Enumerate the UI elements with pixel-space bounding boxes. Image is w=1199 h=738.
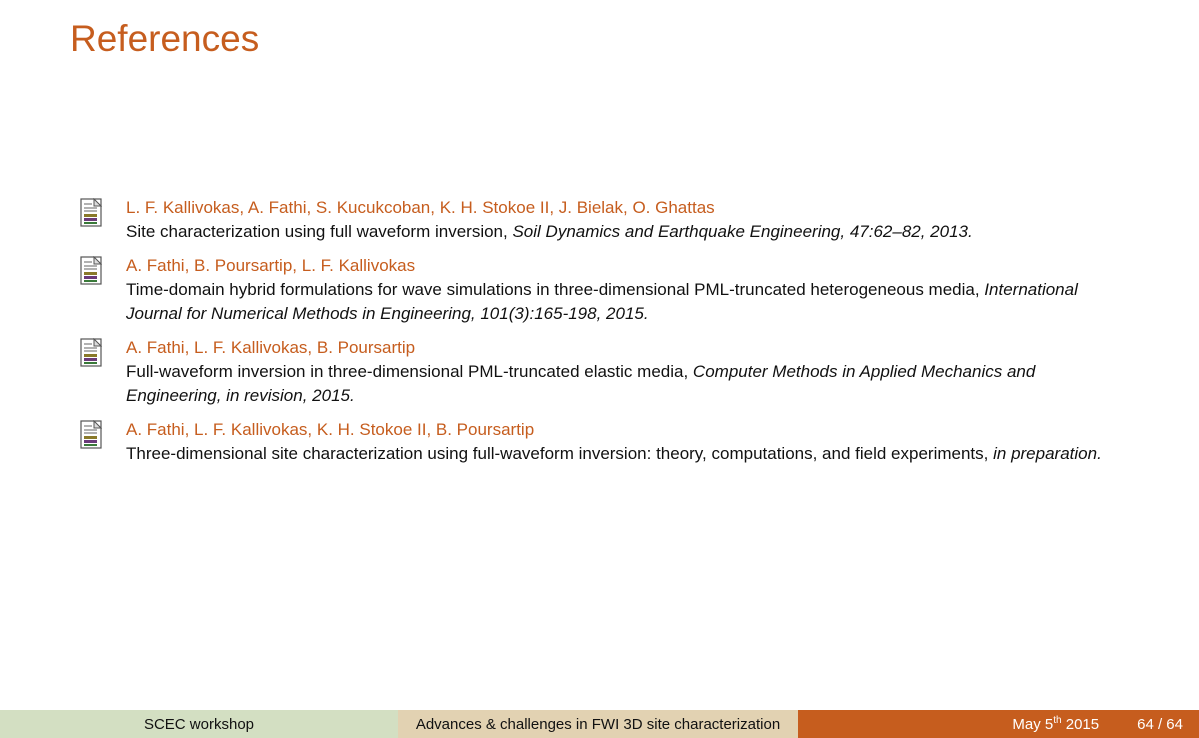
reference-authors: A. Fathi, B. Poursartip, L. F. Kallivokas [126, 256, 416, 275]
reference-title: Site characterization using full waveform inversion, [126, 222, 508, 241]
reference-item [80, 418, 1120, 466]
reference-venue: Soil Dynamics and Earthquake Engineering, 47:62–82, 2013. [512, 222, 973, 241]
reference-title: Full-waveform inversion in three-dimensional PML-truncated elastic media, [126, 362, 689, 381]
reference-item [80, 336, 1120, 408]
reference-title: Time-domain hybrid formulations for wave simulations in three-dimensional PML-truncated heterogeneous media, [126, 280, 980, 299]
slide-footer [0, 710, 1199, 738]
reference-authors: L. F. Kallivokas, A. Fathi, S. Kucukcoban, K. H. Stokoe II, J. Bielak, O. Ghattas [126, 198, 715, 217]
reference-venue: in preparation. [993, 444, 1102, 463]
footer-date-page [798, 710, 1199, 738]
reference-authors: A. Fathi, L. F. Kallivokas, K. H. Stokoe II, B. Poursartip [126, 420, 535, 439]
reference-authors: A. Fathi, L. F. Kallivokas, B. Poursartip [126, 338, 416, 357]
reference-venue: International Journal for Numerical Methods in Engineering, 101(3):165-198, 2015. [126, 280, 1078, 323]
reference-item [80, 254, 1120, 326]
footer-event: SCEC workshop [0, 710, 398, 738]
article-document-icon [80, 198, 102, 227]
reference-item [80, 196, 1120, 244]
page-title: References [70, 18, 260, 59]
reference-title: Three-dimensional site characterization using full-waveform inversion: theory, computations, and field experiments, [126, 444, 989, 463]
footer-talk-title: Advances & challenges in FWI 3D site characterization [398, 710, 798, 738]
reference-list [80, 196, 1120, 476]
article-document-icon [80, 420, 102, 449]
page-number: 64 / 64 [1137, 715, 1183, 733]
reference-venue: Computer Methods in Applied Mechanics and Engineering, in revision, 2015. [126, 362, 1036, 405]
article-document-icon [80, 338, 102, 367]
footer-date: May 5th 2015 [1012, 715, 1100, 733]
article-document-icon [80, 256, 102, 285]
